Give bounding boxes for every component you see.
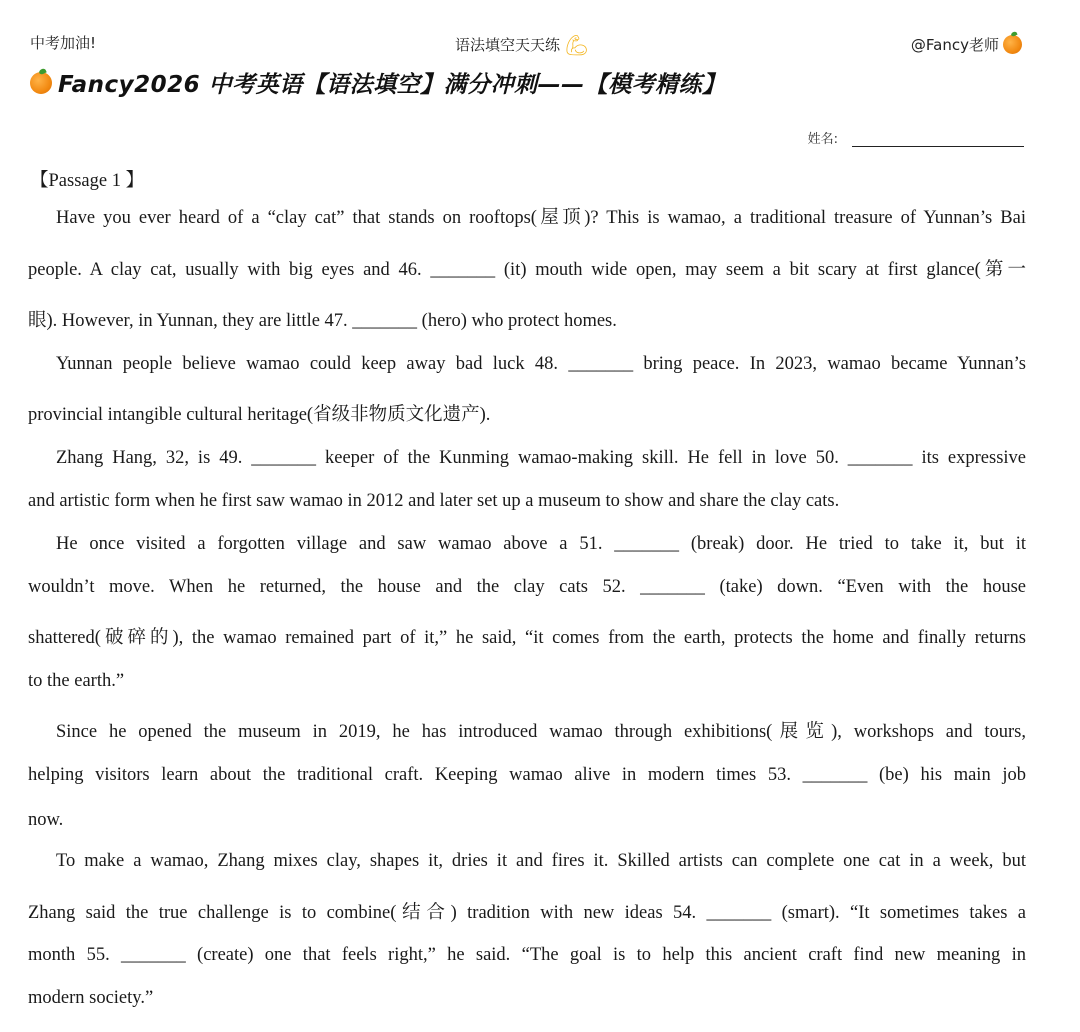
header-center-text: 语法填空天天练 [455,36,561,54]
orange-icon [1003,35,1022,54]
name-field [808,128,1024,147]
header-slogan: 中考加油! [30,34,97,52]
passage-line: modern society.” [28,988,154,1008]
flexed-biceps-icon: 💪︎ [564,32,590,57]
passage-line: to the earth.” [28,671,125,691]
orange-icon [30,72,52,94]
name-blank-line [852,128,1024,147]
passage-line: wouldn’t move. When he returned, the house and the clay cats 52. _______ (take) down. “Even with the house [28,577,1026,597]
passage-line: Since he opened the museum in 2019, he has introduced wamao through exhibitions(展览), workshops and tours, [56,722,1026,742]
passage-line: Zhang said the true challenge is to combine(结合) tradition with new ideas 54. _______ (smart). “It sometimes takes a [28,903,1026,923]
passage-line: shattered(破碎的), the wamao remained part of it,” he said, “it comes from the earth, protects the home and finally returns [28,628,1026,648]
passage-label: 【Passage 1 】 [30,171,145,191]
passage-line: Yunnan people believe wamao could keep away bad luck 48. _______ bring peace. In 2023, wamao became Yunnan’s [56,354,1026,374]
passage-line: helping visitors learn about the traditional craft. Keeping wamao alive in modern times 53. _______ (be) his main job [28,765,1026,785]
name-label: 姓名: [807,132,838,147]
page-title: Fancy2026 中考英语【语法填空】满分冲刺——【模考精练】 [58,72,726,98]
header-author [911,34,1022,55]
author-handle: @Fancy老师 [910,36,999,54]
passage-line: provincial intangible cultural heritage(省级非物质文化遗产). [28,405,491,425]
passage-line: Zhang Hang, 32, is 49. _______ keeper of the Kunming wamao-making skill. He fell in love 50. _______ its expressive [56,448,1026,468]
passage-line: 眼). However, in Yunnan, they are little 47. _______ (hero) who protect homes. [28,311,617,331]
passage-line: month 55. _______ (create) one that feels right,” he said. “The goal is to help this ancient craft find new meaning in [28,945,1026,965]
passage-line: To make a wamao, Zhang mixes clay, shapes it, dries it and fires it. Skilled artists can complete one cat in a week, but [56,851,1026,871]
passage-line: people. A clay cat, usually with big eyes and 46. _______ (it) mouth wide open, may seem a bit scary at first glance(第一 [28,260,1026,280]
passage-line: Have you ever heard of a “clay cat” that stands on rooftops(屋顶)? This is wamao, a traditional treasure of Yunnan’s Bai [56,208,1026,228]
passage-line: now. [28,810,64,830]
passage-line: He once visited a forgotten village and saw wamao above a 51. _______ (break) door. He tried to take it, but it [56,534,1026,554]
page-title-row [30,66,726,99]
header-center [455,34,589,55]
passage-line: and artistic form when he first saw wamao in 2012 and later set up a museum to show and share the clay cats. [28,491,840,511]
